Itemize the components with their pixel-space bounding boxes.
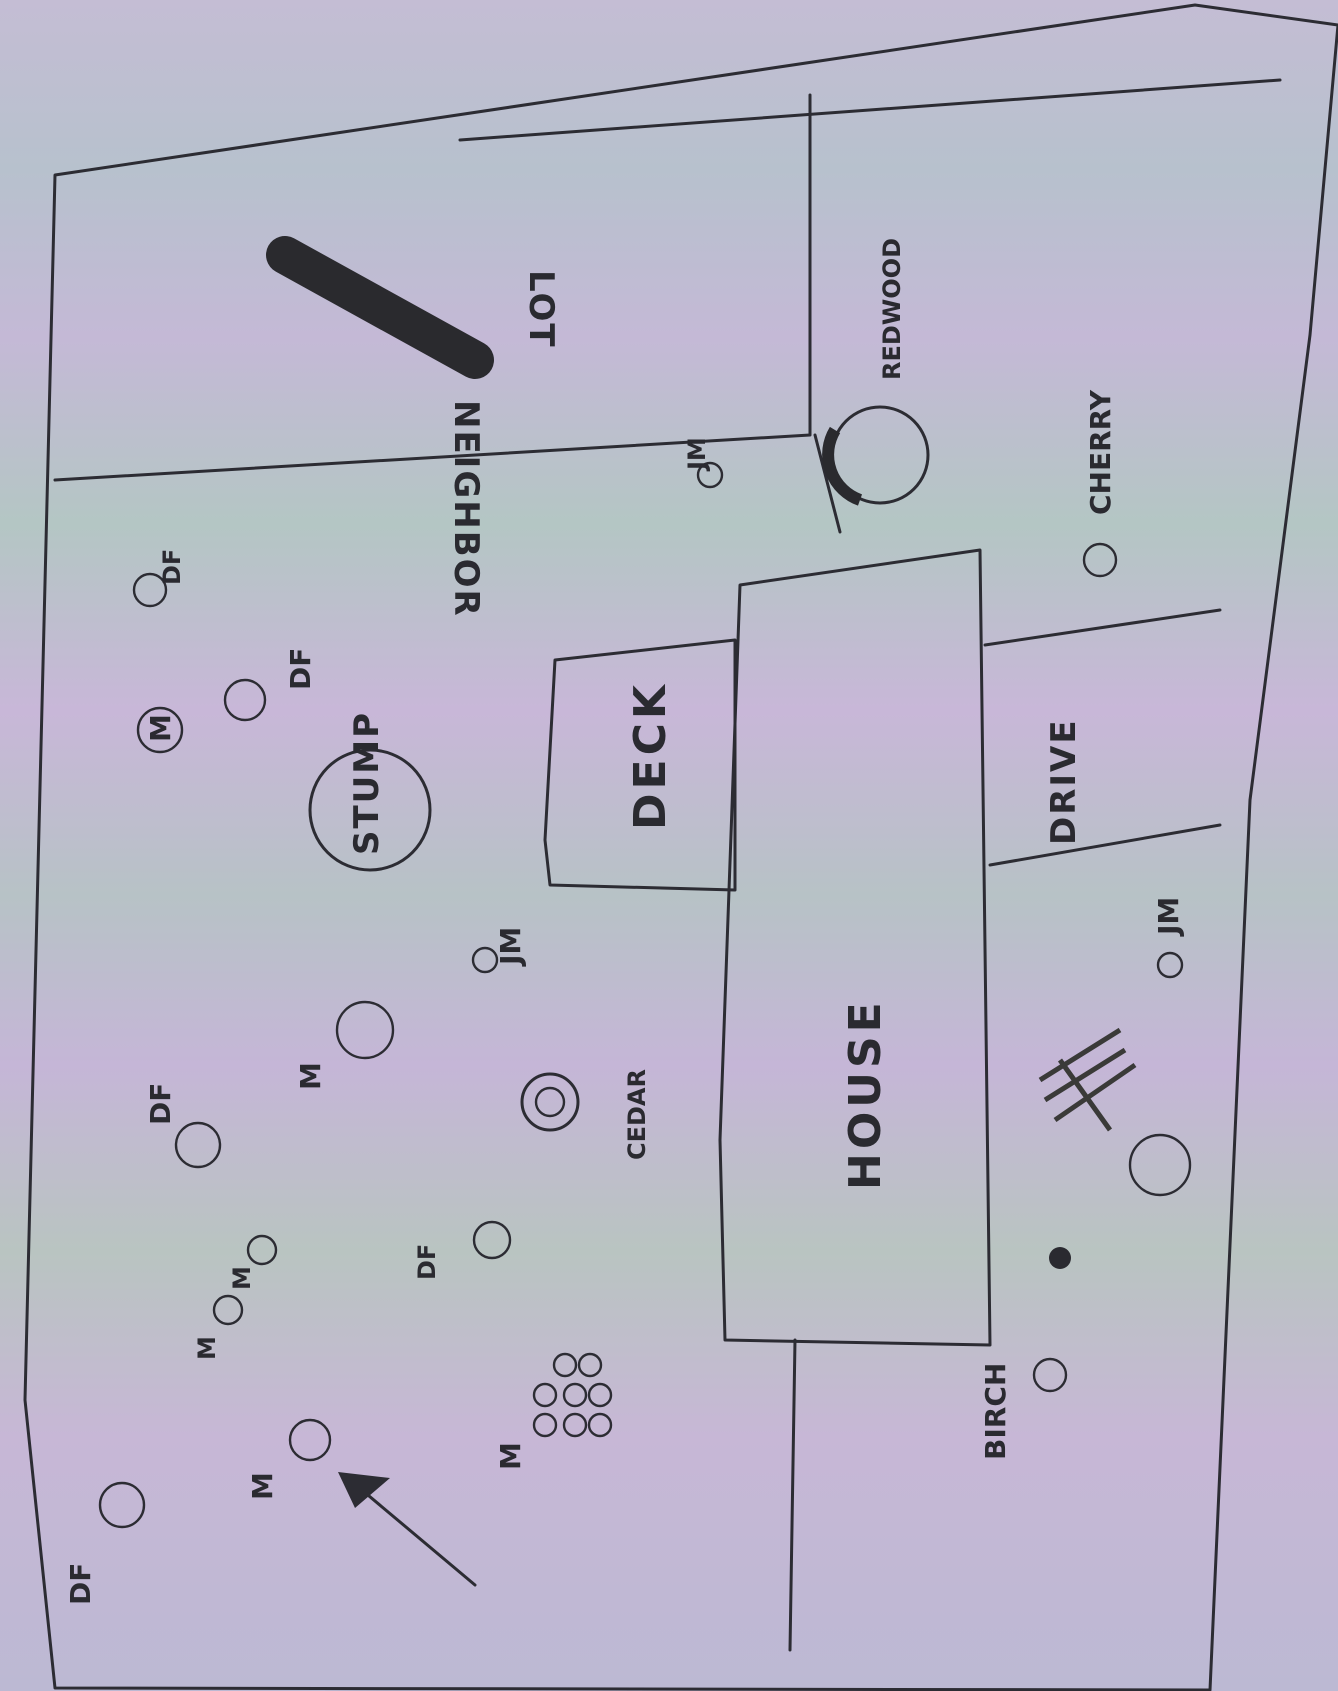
tree-redwood-label: REDWOOD: [878, 238, 906, 380]
tree-cedar-inner: [536, 1088, 564, 1116]
house-outline: [720, 550, 990, 1345]
tree-df-1-label: DF: [64, 1562, 97, 1605]
tree-df-4-label: DF: [284, 647, 317, 690]
tree-m-2: [214, 1296, 242, 1324]
tree-jm-2-label: JM: [683, 437, 711, 470]
drive-line-1: [985, 610, 1220, 645]
deck-label: DECK: [625, 681, 676, 830]
property-boundary: [25, 5, 1338, 1690]
drive-label: DRIVE: [1044, 718, 1084, 845]
tree-birch-label: BIRCH: [979, 1362, 1012, 1460]
tree-m-cluster-label: M: [494, 1442, 527, 1470]
tree-redwood-shade: [828, 430, 860, 500]
tree-jm-1-label: JM: [494, 926, 527, 965]
tree-m-3-label: M: [228, 1266, 256, 1290]
tree-cherry-label: CHERRY: [1084, 390, 1117, 515]
tree-m-3: [248, 1236, 276, 1264]
stump-label: STUMP: [347, 710, 387, 855]
tree-m-1: [290, 1420, 330, 1460]
tree-m-2-label: M: [193, 1336, 221, 1360]
tree-m-4: [337, 1002, 393, 1058]
tree-jm-3: [1158, 953, 1182, 977]
side-path: [790, 1340, 795, 1650]
neighbor-label: NEIGHBOR: [446, 400, 486, 618]
tree-df-3: [176, 1123, 220, 1167]
lot-label: LOT: [521, 270, 561, 349]
tree-large-right: [1130, 1135, 1190, 1195]
tree-cherry: [1084, 544, 1116, 576]
tree-df-3-label: DF: [144, 1082, 177, 1125]
tree-jm-3-label: JM: [1152, 896, 1185, 935]
tree-cedar-label: CEDAR: [623, 1069, 651, 1160]
tree-df-2-label: DF: [413, 1243, 441, 1280]
tree-cedar: [522, 1074, 578, 1130]
tree-birch: [1034, 1359, 1066, 1391]
tree-scribbled: [1040, 1030, 1135, 1130]
tree-m-cluster: [534, 1354, 611, 1436]
tree-m-4-label: M: [294, 1062, 327, 1090]
tree-df-1: [100, 1483, 144, 1527]
tree-df-5-label: DF: [158, 548, 186, 585]
house-label: HOUSE: [840, 998, 891, 1190]
tree-df-2: [474, 1222, 510, 1258]
tree-m-1-label: M: [246, 1472, 279, 1500]
tree-m-5-label: M: [144, 714, 177, 742]
drive-line-2: [990, 825, 1220, 865]
north-arrow-head: [338, 1472, 390, 1508]
neighbor-marker: [285, 255, 475, 360]
tree-df-4: [225, 680, 265, 720]
tree-dot: [1049, 1247, 1071, 1269]
